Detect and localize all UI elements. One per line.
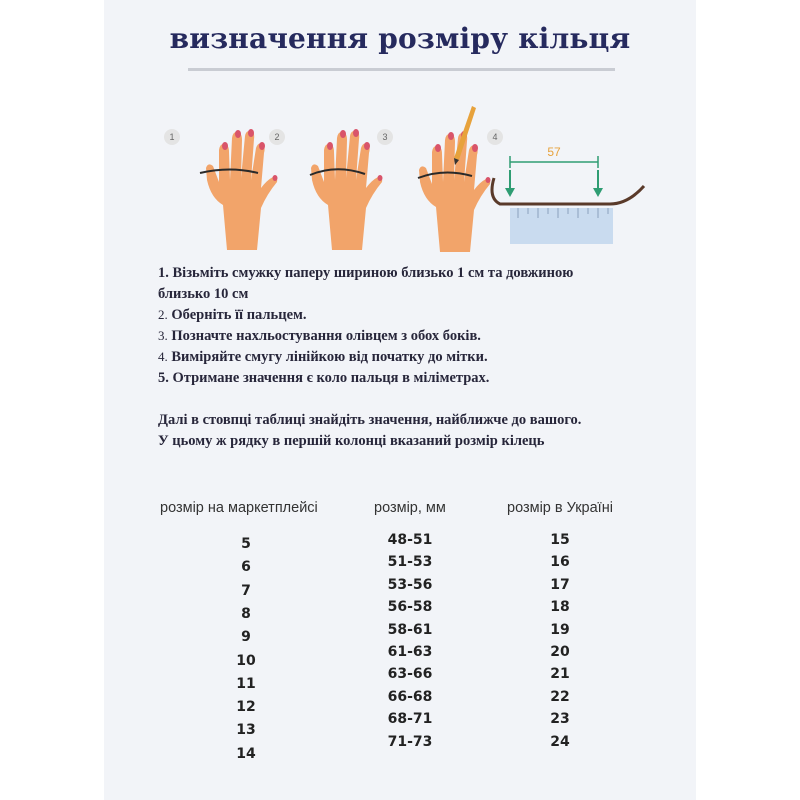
- title-divider: [188, 68, 615, 71]
- arrow-down-icon: [593, 188, 603, 197]
- marketplace-size-cell: 9: [241, 629, 251, 646]
- measure-value: 57: [547, 145, 561, 159]
- marketplace-size-cell: 6: [241, 559, 251, 576]
- column-mm: [372, 532, 448, 762]
- step-2: [269, 129, 383, 250]
- step-1: [164, 129, 278, 250]
- ukraine-size-cell: 18: [550, 599, 570, 616]
- marketplace-size-cell: 10: [236, 652, 256, 669]
- size-mm-cell: 61-63: [387, 644, 433, 660]
- instruction-4: 4. Виміряйте смугу лінійкою від початку до мітки.: [158, 349, 488, 365]
- marketplace-size-cell: 13: [236, 722, 256, 739]
- step-2-number: 2: [274, 132, 280, 142]
- size-mm-cell: 68-71: [387, 711, 433, 728]
- marketplace-size-cell: 14: [236, 745, 256, 762]
- note-line-2: У цьому ж рядку в першій колонці вказаний розмір кілець: [158, 433, 545, 449]
- ukraine-size-cell: 16: [550, 554, 570, 571]
- marketplace-size-cell: 8: [241, 605, 251, 622]
- hand-icon: [206, 129, 278, 250]
- header-ukraine-size: розмір в Україні: [507, 500, 613, 516]
- ukraine-size-cell: 15: [550, 532, 570, 548]
- marketplace-size-cell: 7: [241, 582, 251, 599]
- size-mm-cell: 66-68: [387, 688, 433, 705]
- hand-icon: [419, 131, 491, 252]
- marketplace-size-cell: 11: [236, 675, 256, 692]
- size-mm-cell: 71-73: [387, 733, 433, 750]
- ukraine-size-cell: 20: [550, 644, 570, 660]
- step-3: [377, 106, 491, 252]
- ukraine-size-cell: 19: [550, 621, 570, 638]
- marketplace-size-cell: 12: [236, 699, 256, 716]
- paper-strip: [492, 178, 644, 204]
- instruction-1-cont: близько 10 см: [158, 286, 249, 302]
- arrow-down-icon: [505, 188, 515, 197]
- note-line-1: Далі в стовпці таблиці знайдіть значення, найближче до вашого.: [158, 412, 582, 428]
- column-ukraine: [530, 532, 590, 762]
- measurement-illustration: [150, 100, 660, 260]
- marketplace-size-cell: 5: [241, 536, 251, 552]
- ukraine-size-cell: 17: [550, 576, 570, 593]
- size-mm-cell: 58-61: [387, 621, 433, 638]
- ukraine-size-cell: 24: [550, 733, 570, 750]
- step-4-number: 4: [492, 132, 498, 142]
- column-marketplace: [216, 536, 276, 766]
- instruction-1: 1. Візьміть смужку паперу шириною близько 1 см та довжиною: [158, 265, 574, 281]
- ukraine-size-cell: 23: [550, 711, 570, 728]
- instruction-3: 3. Позначте нахльостування олівцем з обох боків.: [158, 328, 481, 344]
- instruction-2: 2. Оберніть її пальцем.: [158, 307, 307, 323]
- step-4: [487, 129, 644, 244]
- size-mm-cell: 48-51: [387, 532, 433, 548]
- header-marketplace-size: розмір на маркетплейсі: [160, 500, 318, 516]
- ukraine-size-cell: 21: [550, 666, 570, 683]
- page-title: визначення розміру кільця: [169, 22, 631, 55]
- instruction-5: 5. Отримане значення є коло пальця в міліметрах.: [158, 370, 490, 386]
- size-mm-cell: 63-66: [387, 666, 433, 683]
- header-size-mm: розмір, мм: [374, 500, 446, 516]
- ukraine-size-cell: 22: [550, 688, 570, 705]
- step-1-number: 1: [169, 132, 175, 142]
- size-mm-cell: 51-53: [387, 554, 433, 571]
- step-3-number: 3: [382, 132, 388, 142]
- size-mm-cell: 56-58: [387, 599, 433, 616]
- hand-icon: [311, 129, 383, 250]
- size-mm-cell: 53-56: [387, 576, 433, 593]
